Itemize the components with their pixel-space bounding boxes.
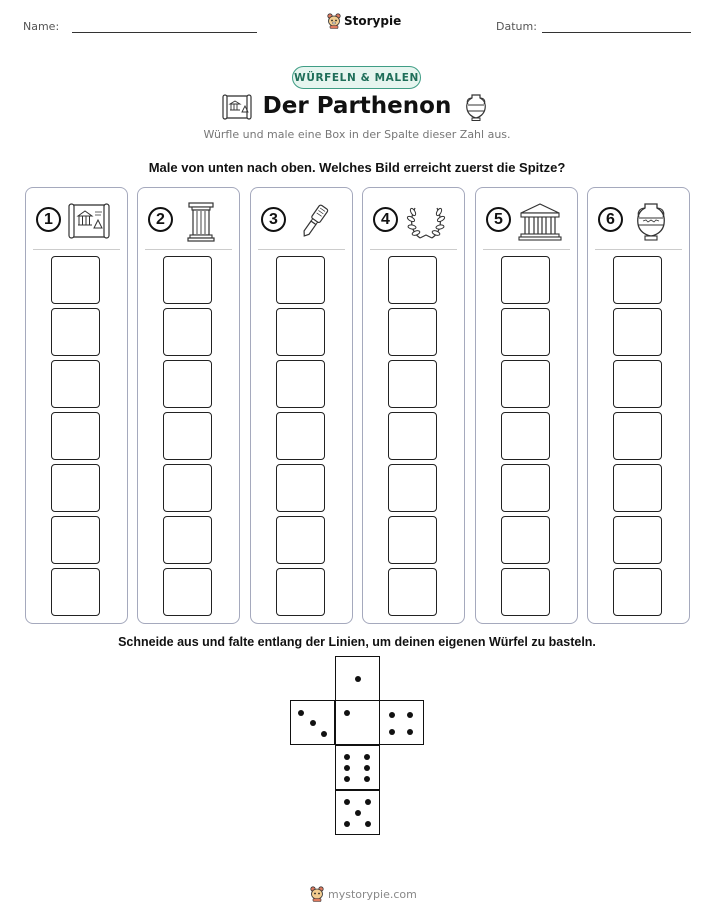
coloring-box[interactable] [163,256,212,304]
column-pillar-icon [180,202,222,242]
date-label: Datum: [496,20,537,33]
coloring-box[interactable] [51,516,100,564]
column-header [26,200,127,240]
die-face-3 [290,700,335,745]
coloring-box[interactable] [388,464,437,512]
date-line[interactable] [542,32,691,33]
column-6 [587,187,690,624]
coloring-box[interactable] [276,464,325,512]
die-pip [355,810,361,816]
die-pip [344,799,350,805]
column-number: 3 [261,207,286,232]
column-divider [595,249,682,250]
coloring-box[interactable] [163,360,212,408]
activity-badge: WÜRFELN & MALEN [292,66,421,89]
column-3 [250,187,353,624]
die-face-1 [335,656,380,701]
column-4 [362,187,465,624]
coloring-box[interactable] [276,308,325,356]
coloring-box[interactable] [388,360,437,408]
coloring-box[interactable] [163,516,212,564]
instruction-text: Male von unten nach oben. Welches Bild erreicht zuerst die Spitze? [148,160,566,175]
die-pip [344,754,350,760]
temple-icon [518,202,562,242]
coloring-box[interactable] [501,308,550,356]
column-divider [370,249,457,250]
coloring-box[interactable] [501,516,550,564]
die-pip [364,776,370,782]
coloring-box[interactable] [613,516,662,564]
coloring-box[interactable] [388,412,437,460]
column-header [138,200,239,240]
die-face-4 [379,700,424,745]
footer-url[interactable]: mystorypie.com [328,887,417,901]
coloring-box[interactable] [613,360,662,408]
coloring-box[interactable] [276,568,325,616]
amphora-icon [630,202,672,242]
die-pip [389,712,395,718]
coloring-box[interactable] [501,568,550,616]
amphora-icon [463,92,489,122]
coloring-box[interactable] [51,568,100,616]
brand-name: Storypie [344,14,402,28]
coloring-box[interactable] [388,308,437,356]
die-pip [389,729,395,735]
column-number: 1 [36,207,61,232]
coloring-box[interactable] [613,412,662,460]
coloring-box[interactable] [163,412,212,460]
page-title: Der Parthenon [262,93,452,119]
page-subtitle: Würfle und male eine Box in der Spalte dieser Zahl aus. [203,128,511,141]
die-pip [407,729,413,735]
coloring-box[interactable] [501,464,550,512]
die-face-1 [335,700,380,745]
die-pip [365,821,371,827]
column-number: 2 [148,207,173,232]
column-header [251,200,352,240]
coloring-box[interactable] [388,256,437,304]
coloring-box[interactable] [501,412,550,460]
coloring-box[interactable] [163,308,212,356]
column-header [363,200,464,240]
die-pip [364,754,370,760]
chisel-icon [293,202,335,242]
column-divider [258,249,345,250]
die-pip [365,799,371,805]
column-divider [145,249,232,250]
column-number: 5 [486,207,511,232]
die-pip [344,710,350,716]
column-divider [33,249,120,250]
column-divider [483,249,570,250]
die-face-6 [335,745,380,790]
laurel-wreath-icon [405,202,447,242]
column-header [476,200,577,240]
storypie-mascot-icon [310,886,324,902]
column-number: 6 [598,207,623,232]
coloring-box[interactable] [51,464,100,512]
coloring-box[interactable] [276,256,325,304]
coloring-box[interactable] [276,412,325,460]
die-pip [344,776,350,782]
coloring-box[interactable] [613,464,662,512]
storypie-mascot-icon [327,13,341,29]
coloring-box[interactable] [276,360,325,408]
die-pip [321,731,327,737]
die-pip [364,765,370,771]
coloring-box[interactable] [51,308,100,356]
coloring-box[interactable] [613,256,662,304]
blueprint-icon [68,202,110,242]
die-pip [344,821,350,827]
coloring-box[interactable] [501,256,550,304]
die-pip [355,676,361,682]
coloring-box[interactable] [163,464,212,512]
die-face-5 [335,790,380,835]
coloring-box[interactable] [51,412,100,460]
die-pip [407,712,413,718]
coloring-box[interactable] [163,568,212,616]
coloring-box[interactable] [388,568,437,616]
brand-logo [327,13,401,29]
name-label: Name: [23,20,60,33]
die-pip [344,765,350,771]
column-header [588,200,689,240]
footer [310,886,417,902]
coloring-box[interactable] [388,516,437,564]
die-pip [298,710,304,716]
coloring-box[interactable] [276,516,325,564]
die-pip [310,720,316,726]
coloring-box[interactable] [51,360,100,408]
coloring-box[interactable] [51,256,100,304]
column-5 [475,187,578,624]
name-line[interactable] [72,32,257,33]
coloring-box[interactable] [613,308,662,356]
coloring-box[interactable] [613,568,662,616]
cut-instruction: Schneide aus und falte entlang der Linien, um deinen eigenen Würfel zu basteln. [118,635,596,649]
column-2 [137,187,240,624]
coloring-box[interactable] [501,360,550,408]
column-number: 4 [373,207,398,232]
column-1 [25,187,128,624]
